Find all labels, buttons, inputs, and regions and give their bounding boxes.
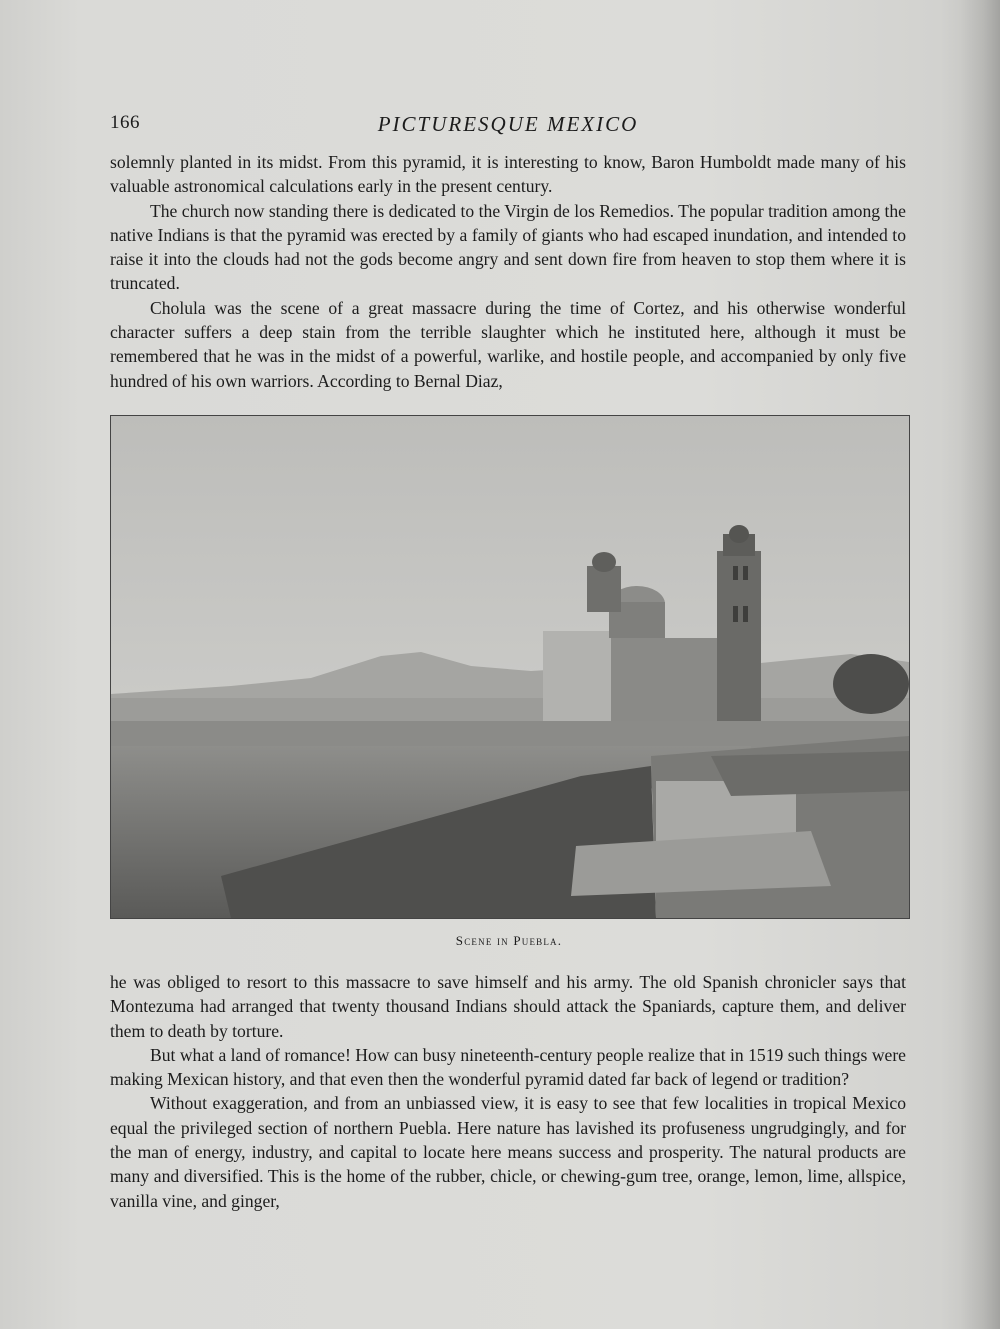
paragraph: Without exaggeration, and from an unbiassed view, it is easy to see that few localities in tropical Mexico equal the privileged section of northern Puebla. Here nature has lavished its profuseness ungrudgingly, and for the man of energy, industry, and capital to locate here means success and prosperity. The natural products are many and diversified. This is the home of the rubber, chicle, or chewing-gum tree, orange, lemon, lime, allspice, vanilla vine, and ginger, [110,1093,906,1211]
paragraph: solemnly planted in its midst. From this pyramid, it is interesting to know, Baron Humboldt made many of his valuable astronomical calculations early in the present century. [110,152,906,197]
paragraph: But what a land of romance! How can busy nineteenth-century people realize that in 1519 such things were making Mexican history, and that even then the wonderful pyramid dated far back of legend or tradition? [110,1044,906,1090]
photo-scene-in-puebla [110,415,910,919]
left-tower-cupola [592,552,616,572]
paragraph: he was obliged to resort to this massacre to save himself and his army. The old Spanish chronicler says that Montezuma had arranged that twenty thousand Indians should attack the Spaniards, capture them, and deliver them to death by torture. [110,972,906,1041]
right-building [711,751,909,796]
text-block-bottom [110,970,906,1213]
bell-tower-cupola [729,525,749,543]
running-title: PICTURESQUE MEXICO [377,112,639,136]
page-header [110,112,906,140]
left-tower [587,566,621,612]
photo-illustration [111,416,909,918]
paragraph: The church now standing there is dedicated to the Virgin de los Remedios. The popular tradition among the native Indians is that the pyramid was erected by a family of giants who had escaped inundation, and intended to raise it into the clouds had not the gods become angry and sent down fire from heaven to stop them where it is truncated. [110,200,906,294]
text-block-top [110,150,906,393]
page-gutter-shadow [960,0,1000,1329]
paragraph: Cholula was the scene of a great massacre during the time of Cortez, and his otherwise wonderful character suffers a deep stain from the terrible slaughter which he instituted here, although it must be remembered that he was in the midst of a powerful, warlike, and hostile people, and accompanied by only five hundred of his own warriors. According to Bernal Diaz, [110,297,906,391]
page-number: 166 [110,112,140,133]
tree [833,654,909,714]
caption-text: Scene in Puebla. [455,933,563,948]
figure-caption [110,933,908,949]
